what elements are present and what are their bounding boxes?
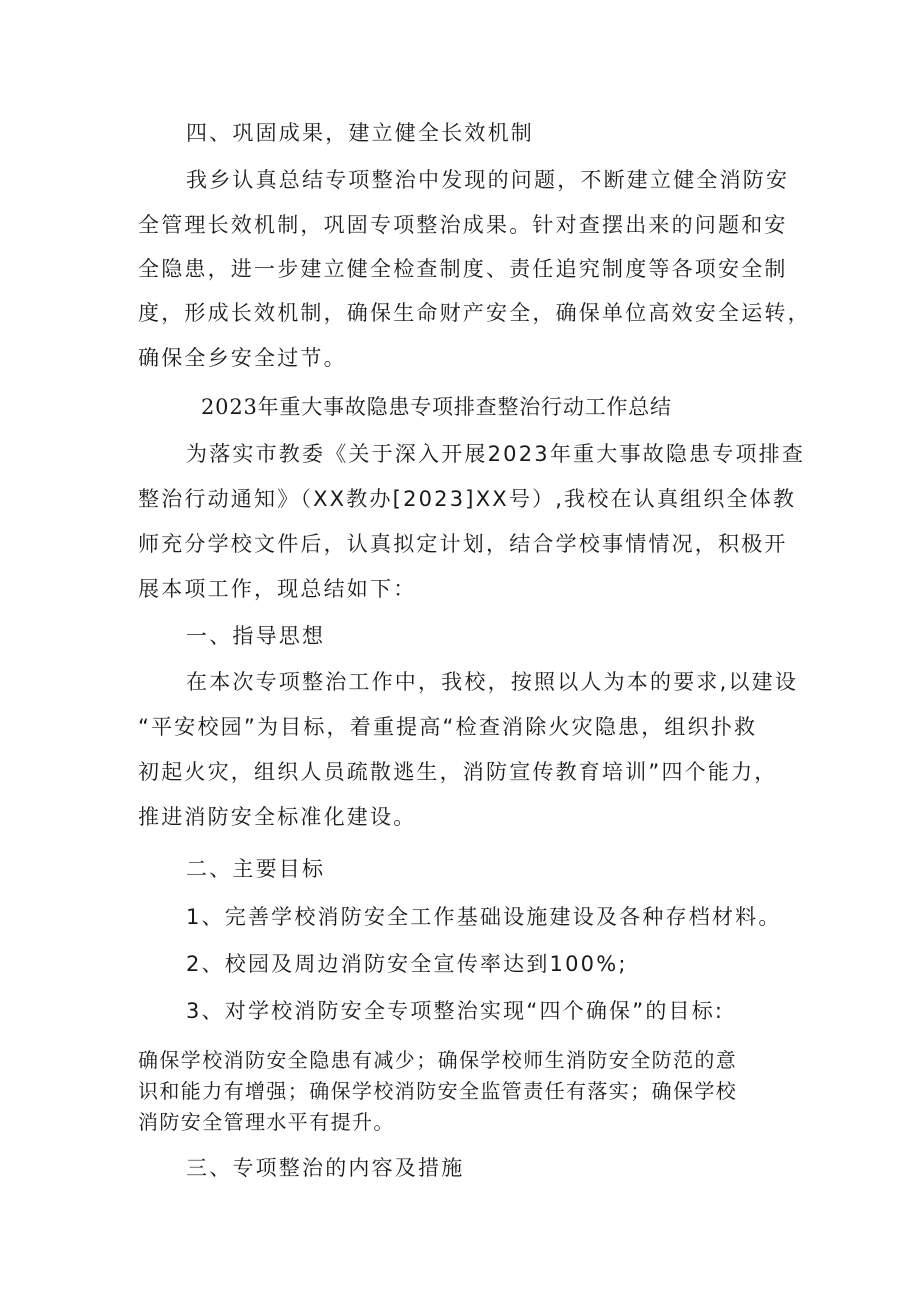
intro-paragraph-line: 整治行动通知》（XX教办[2023]XX号）,我校在认真组织全体教 — [138, 487, 797, 511]
section-four-paragraph-line: 度，形成长效机制，确保生命财产安全，确保单位高效安全运转， — [138, 301, 811, 325]
section-one-paragraph-line: 在本次专项整治工作中，我校，按照以人为本的要求,以建设 — [186, 670, 799, 694]
goal-item: 2、校园及周边消防安全宣传率达到100%; — [186, 952, 628, 976]
section-four-paragraph-line: 确保全乡安全过节。 — [138, 346, 347, 370]
section-three-heading: 三、专项整治的内容及措施 — [186, 1156, 465, 1180]
intro-paragraph-line: 为落实市教委《关于深入开展2023年重大事故隐患专项排查 — [186, 442, 806, 466]
section-four-paragraph-line: 全管理长效机制，巩固专项整治成果。针对查摆出来的问题和安 — [138, 213, 788, 237]
section-four-paragraph-line: 全隐患，进一步建立健全检查制度、责任追究制度等各项安全制 — [138, 257, 788, 281]
section-one-heading: 一、指导思想 — [186, 624, 326, 648]
section-four-heading: 四、巩固成果，建立健全长效机制 — [186, 121, 534, 145]
goal-item: 3、对学校消防安全专项整治实现“四个确保”的目标: — [186, 999, 725, 1023]
goal-item: 1、完善学校消防安全工作基础设施建设及各种存档材料。 — [186, 905, 782, 929]
section-four-paragraph-line: 我乡认真总结专项整治中发现的问题，不断建立健全消防安 — [186, 168, 790, 192]
section-two-paragraph-line: 消防安全管理水平有提升。 — [138, 1110, 395, 1134]
section-one-paragraph-line: 初起火灾，组织人员疏散逃生，消防宣传教育培训”四个能力， — [138, 760, 778, 784]
report-title: 2023年重大事故隐患专项排查整治行动工作总结 — [201, 395, 672, 419]
intro-paragraph-line: 展本项工作，现总结如下： — [138, 577, 417, 601]
section-two-heading: 二、主要目标 — [186, 857, 326, 881]
section-two-paragraph-line: 确保学校消防安全隐患有减少；确保学校师生消防安全防范的意 — [138, 1048, 738, 1072]
section-one-paragraph-line: “平安校园”为目标，着重提高“检查消除火灾隐患，组织扑救 — [138, 715, 758, 739]
intro-paragraph-line: 师充分学校文件后，认真拟定计划，结合学校事情情况，积极开 — [138, 532, 788, 556]
section-two-paragraph-line: 识和能力有增强；确保学校消防安全监管责任有落实；确保学校 — [138, 1079, 738, 1103]
section-one-paragraph-line: 推进消防安全标准化建设。 — [138, 805, 417, 829]
